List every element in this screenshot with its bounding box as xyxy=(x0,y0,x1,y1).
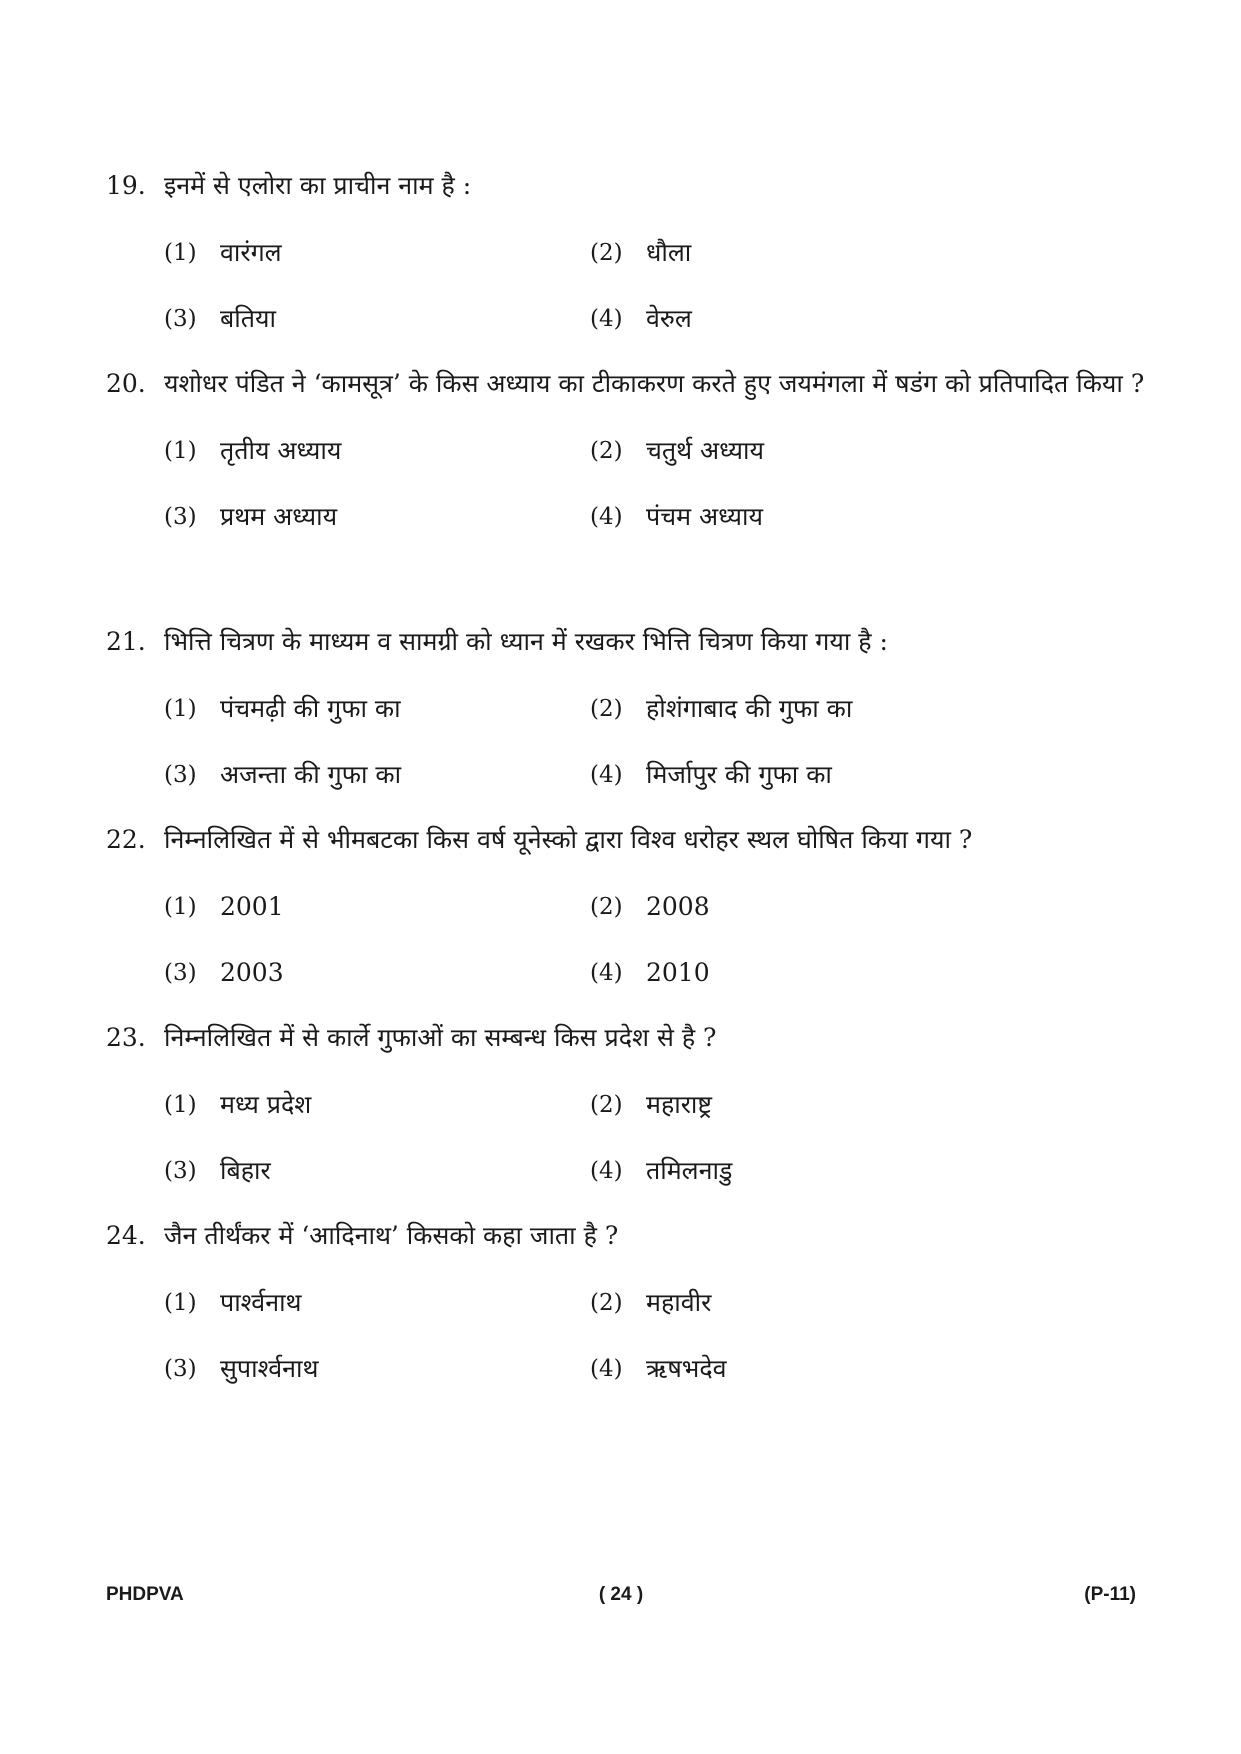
option-number: (3) xyxy=(164,1158,197,1184)
option-1 xyxy=(164,1072,590,1138)
options-grid xyxy=(164,1072,1146,1204)
option-text: पंचम अध्याय xyxy=(646,502,763,531)
question-23 xyxy=(106,1006,1146,1204)
question-text: यशोधर पंडित ने ‘कामसूत्र’ के किस अध्याय का टीकाकरण करते हुए जयमंगला में षडंग को प्रतिपादित किया ? xyxy=(164,369,1145,398)
option-text: ऋषभदेव xyxy=(646,1354,727,1383)
option-number: (1) xyxy=(164,1092,197,1118)
option-text: होशंगाबाद की गुफा का xyxy=(646,694,853,723)
option-text: 2001 xyxy=(220,892,284,921)
question-text: भित्ति चित्रण के माध्यम व सामग्री को ध्यान में रखकर भित्ति चित्रण किया गया है : xyxy=(164,627,888,656)
exam-code: PHDPVA xyxy=(106,1584,184,1605)
option-text: वारंगल xyxy=(220,238,282,267)
question-21 xyxy=(106,610,1146,808)
option-2 xyxy=(590,1270,1016,1336)
option-number: (3) xyxy=(164,762,197,788)
option-number: (4) xyxy=(590,960,623,986)
option-number: (3) xyxy=(164,1356,197,1382)
option-text: सुपार्श्वनाथ xyxy=(220,1354,319,1383)
page-number: ( 24 ) xyxy=(598,1584,644,1605)
question-20 xyxy=(106,352,1146,550)
question-text: निम्नलिखित में से भीमबटका किस वर्ष यूनेस्को द्वारा विश्व धरोहर स्थल घोषित किया गया ? xyxy=(164,825,973,854)
question-19 xyxy=(106,154,1146,352)
option-4 xyxy=(590,1336,1016,1402)
option-number: (2) xyxy=(590,240,623,266)
option-3 xyxy=(164,1336,590,1402)
option-number: (4) xyxy=(590,306,623,332)
option-number: (1) xyxy=(164,696,197,722)
option-2 xyxy=(590,220,1016,286)
page-footer xyxy=(106,1584,1136,1614)
option-number: (2) xyxy=(590,894,623,920)
option-number: (1) xyxy=(164,438,197,464)
option-number: (4) xyxy=(590,1158,623,1184)
option-text: बिहार xyxy=(220,1156,271,1185)
question-stem xyxy=(106,610,1146,674)
question-stem xyxy=(106,352,1146,416)
options-grid xyxy=(164,220,1146,352)
question-text: इनमें से एलोरा का प्राचीन नाम है : xyxy=(164,171,472,200)
options-grid xyxy=(164,1270,1146,1402)
option-number: (3) xyxy=(164,504,197,530)
options-grid xyxy=(164,676,1146,808)
question-22 xyxy=(106,808,1146,1006)
question-number: 20. xyxy=(106,369,146,398)
option-text: वेरुल xyxy=(646,304,692,333)
question-number: 24. xyxy=(106,1221,146,1250)
question-text: जैन तीर्थंकर में ‘आदिनाथ’ किसको कहा जाता है ? xyxy=(164,1221,619,1250)
option-text: बतिया xyxy=(220,304,276,333)
option-number: (3) xyxy=(164,306,197,332)
set-code: (P-11) xyxy=(1084,1584,1136,1605)
option-3 xyxy=(164,742,590,808)
option-number: (4) xyxy=(590,504,623,530)
question-number: 23. xyxy=(106,1023,146,1052)
options-grid xyxy=(164,874,1146,1006)
question-number: 21. xyxy=(106,627,146,656)
option-2 xyxy=(590,676,1016,742)
option-4 xyxy=(590,484,1016,550)
question-number: 19. xyxy=(106,171,146,200)
option-number: (2) xyxy=(590,1290,623,1316)
question-stem xyxy=(106,154,1146,218)
option-text: मिर्जापुर की गुफा का xyxy=(646,760,832,789)
option-text: 2010 xyxy=(646,958,710,987)
option-3 xyxy=(164,286,590,352)
option-2 xyxy=(590,418,1016,484)
option-4 xyxy=(590,940,1016,1006)
option-number: (4) xyxy=(590,762,623,788)
option-3 xyxy=(164,1138,590,1204)
question-stem xyxy=(106,1006,1146,1070)
option-3 xyxy=(164,940,590,1006)
option-number: (2) xyxy=(590,1092,623,1118)
question-stem xyxy=(106,1204,1146,1268)
option-number: (1) xyxy=(164,1290,197,1316)
option-text: पार्श्वनाथ xyxy=(220,1288,302,1317)
option-number: (1) xyxy=(164,240,197,266)
option-text: अजन्ता की गुफा का xyxy=(220,760,402,789)
option-number: (2) xyxy=(590,696,623,722)
option-1 xyxy=(164,220,590,286)
options-grid xyxy=(164,418,1146,550)
option-1 xyxy=(164,874,590,940)
option-number: (1) xyxy=(164,894,197,920)
question-number: 22. xyxy=(106,825,146,854)
option-3 xyxy=(164,484,590,550)
option-text: 2008 xyxy=(646,892,710,921)
question-text: निम्नलिखित में से कार्ले गुफाओं का सम्बन्ध किस प्रदेश से है ? xyxy=(164,1023,717,1052)
option-text: धौला xyxy=(646,238,692,267)
option-text: तृतीय अध्याय xyxy=(220,436,342,465)
option-text: 2003 xyxy=(220,958,284,987)
option-text: तमिलनाडु xyxy=(646,1156,733,1185)
option-2 xyxy=(590,1072,1016,1138)
question-24 xyxy=(106,1204,1146,1402)
option-4 xyxy=(590,286,1016,352)
option-text: मध्य प्रदेश xyxy=(220,1090,312,1119)
option-text: चतुर्थ अध्याय xyxy=(646,436,765,465)
option-2 xyxy=(590,874,1016,940)
option-1 xyxy=(164,1270,590,1336)
option-number: (3) xyxy=(164,960,197,986)
option-text: महावीर xyxy=(646,1288,712,1317)
option-text: महाराष्ट्र xyxy=(646,1090,713,1119)
option-text: प्रथम अध्याय xyxy=(220,502,338,531)
question-stem xyxy=(106,808,1146,872)
option-1 xyxy=(164,676,590,742)
option-number: (2) xyxy=(590,438,623,464)
option-text: पंचमढ़ी की गुफा का xyxy=(220,694,401,723)
option-4 xyxy=(590,742,1016,808)
option-4 xyxy=(590,1138,1016,1204)
option-number: (4) xyxy=(590,1356,623,1382)
option-1 xyxy=(164,418,590,484)
